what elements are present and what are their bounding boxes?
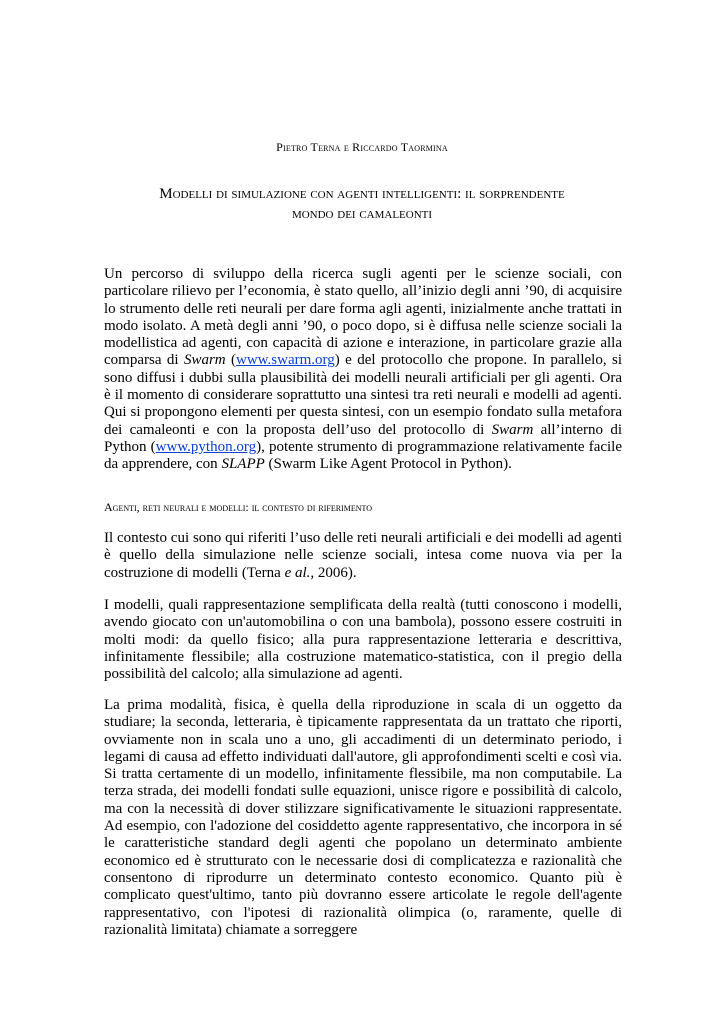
- p1-text-a: Il contesto cui sono qui riferiti l’uso delle reti neurali artificiali e dei modelli ad agenti è quello della simulazione nelle scienze sociali, intesa come nuova via per la costruzione di modelli (Terna: [104, 530, 622, 581]
- swarm-term-2: Swarm: [491, 421, 534, 438]
- abstract-text-2: (: [225, 352, 237, 369]
- abstract-text-6: (Swarm Like Agent Protocol in Python).: [264, 456, 512, 473]
- paper-title: [104, 184, 620, 224]
- abstract-text-1: Un percorso di sviluppo della ricerca sugli agenti per le scienze sociali, con particolare rilievo per l’economia, è stato quello, all’inizio degli anni ’90, di acquisire lo strumento delle reti neurali per dare forma agli agenti, inizialmente anche trattati in modo isolato. A metà degli anni ’90, o poco dopo, si è diffusa nelle scienze sociali la modellistica ad agenti, con capacità di azione e interazione, in particolare grazie alla comparsa di: [104, 266, 622, 369]
- abstract-paragraph: [104, 266, 622, 474]
- abstract-text-3: ) e del protocollo che propone. In parallelo, si sono diffusi i dubbi sulla plausibilità dei modelli neurali artificiali per gli agenti. Ora è il momento di considerare soprattutto una sintesi tra reti neurali e modelli ad agenti. Qui si propongono elementi per questa sintesi, con un esempio fondato sulla metafora dei camaleonti e con la proposta dell’uso del protocollo di: [104, 352, 622, 438]
- title-line-1: Modelli di simulazione con agenti intelligenti: il sorprendente: [159, 186, 565, 202]
- python-link[interactable]: www.python.org: [155, 438, 257, 455]
- section-paragraph-2: I modelli, quali rappresentazione semplificata della realtà (tutti conoscono i modelli, avendo giocato con un'automobilina o con una bambola), possono essere costruiti in molti modi: da quello fisico; alla pura rappresentazione letteraria e descrittiva, infinitamente flessibile; alla costruzione matematico-statistica, con il pregio della possibilità del calcolo; alla simulazione ad agenti.: [104, 597, 622, 683]
- section-paragraph-3: La prima modalità, fisica, è quella della riproduzione in scala di un oggetto da studiare; la seconda, letteraria, è tipicamente rappresentata da un trattato che riporti, ovviamente non in scala uno a uno, gli accadimenti di un determinato periodo, i legami di causa ad effetto individuati dall'autore, gli approfondimenti scelti e così via. Si tratta certamente di un modello, infinitamente flessibile, ma non computabile. La terza strada, dei modelli fondati sulle equazioni, unisce rigore e possibilità di calcolo, ma con la necessità di dover stilizzare significativamente le situazioni rappresentate. Ad esempio, con l'adozione del cosiddetto agente rappresentativo, che incorpora in sé le caratteristiche standard degli agenti che popolano un determinato ambiente economico ed è strutturato con le necessarie dosi di complicatezza e razionalità che consentono di riprodurre un determinato contesto economico. Quanto più è complicato quest'ultimo, tanto più dovranno essere articolate le regole dell'agente rappresentativo, con l'ipotesi di razionalità olimpica (o, raramente, quelle di razionalità limitata) chiamate a sorreggere: [104, 697, 622, 938]
- section-heading: Agenti, reti neurali e modelli: il contesto di riferimento: [104, 500, 373, 514]
- p1-text-b: 2006).: [314, 564, 357, 581]
- abstract-text-5: ), potente strumento di programmazione relativamente facile da apprendere, con: [104, 438, 622, 473]
- author-line: Pietro Terna e Riccardo Taormina: [276, 140, 448, 154]
- swarm-term: Swarm: [183, 352, 226, 369]
- swarm-link[interactable]: www.swarm.org: [236, 352, 335, 369]
- title-line-2: mondo dei camaleonti: [291, 206, 433, 222]
- p1-et-al: e al.,: [284, 564, 315, 581]
- section-paragraph-1: [104, 530, 622, 582]
- slapp-term: SLAPP: [221, 456, 265, 473]
- abstract-text-4: all’interno di Python (: [104, 421, 622, 455]
